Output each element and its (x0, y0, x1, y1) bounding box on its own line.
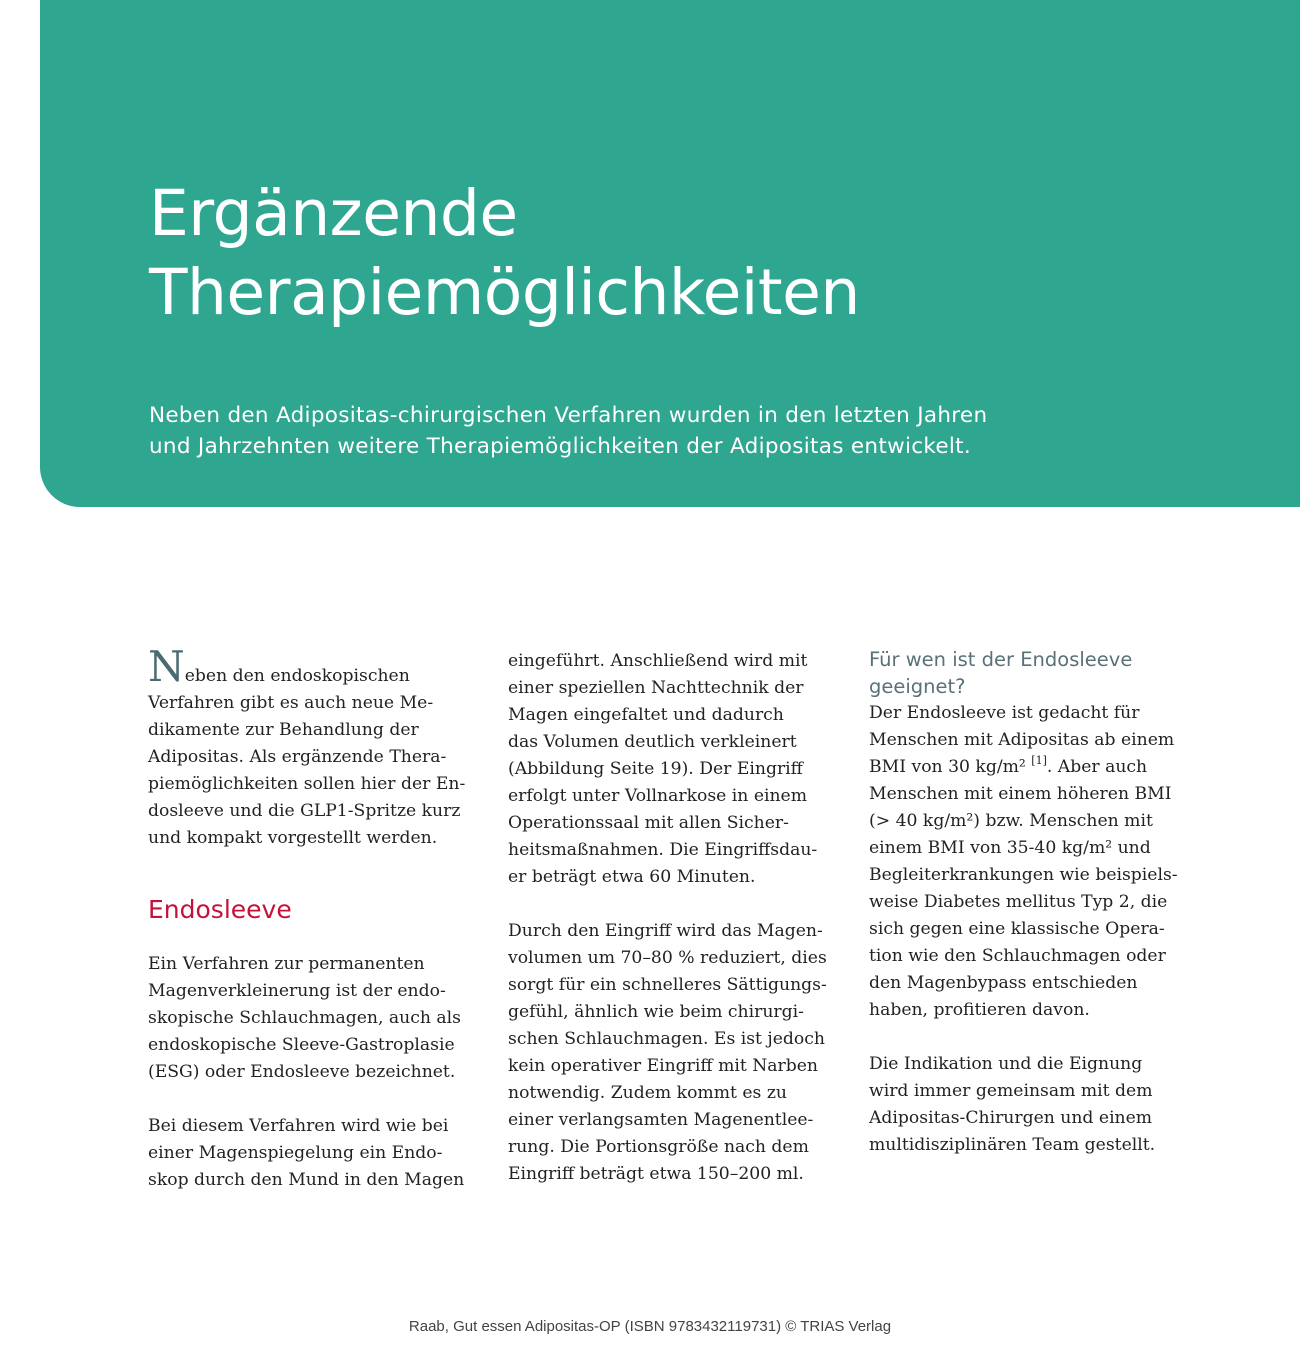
paragraph-line: einer verlangsamten Magenentlee- (508, 1110, 814, 1130)
paragraph-line: gefühl, ähnlich wie beim chirurgi- (508, 1002, 804, 1022)
paragraph (869, 1051, 1209, 1159)
intro-line: dosleeve und die GLP1-Spritze kurz (148, 801, 461, 821)
intro-line: dikamente zur Behandlung der (148, 720, 419, 740)
paragraph-line: erfolgt unter Vollnarkose in einem (508, 786, 808, 806)
paragraph-line: Der Endosleeve ist gedacht für (869, 703, 1140, 723)
intro-line: und kompakt vorgestellt werden. (148, 828, 438, 848)
paragraph-line: das Volumen deutlich verkleinert (508, 732, 797, 752)
paragraph-line: einer speziellen Nachttechnik der (508, 678, 804, 698)
subheading (869, 646, 1209, 700)
paragraph-line: Magenverkleinerung ist der endo- (148, 981, 446, 1001)
paragraph (508, 918, 848, 1188)
paragraph-line: Menschen mit Adipositas ab einem (869, 730, 1175, 750)
paragraph-line: Operationssaal mit allen Sicher- (508, 813, 789, 833)
paragraph (508, 648, 848, 891)
paragraph-line: sich gegen eine klassische Opera- (869, 919, 1165, 939)
paragraph-line: wird immer gemeinsam mit dem (869, 1081, 1153, 1101)
lead-line: Neben den Adipositas-chirurgischen Verfahren wurden in den letzten Jahren (149, 403, 988, 428)
column-2 (508, 648, 848, 1188)
paragraph-line: einer Magenspiegelung ein Endo- (148, 1143, 443, 1163)
paragraph-line: Durch den Eingriff wird das Magen- (508, 921, 823, 941)
paragraph (869, 700, 1209, 1024)
subheading-line: geeignet? (869, 675, 966, 698)
paragraph-line: (Abbildung Seite 19). Der Eingriff (508, 759, 803, 779)
intro-paragraph (148, 638, 488, 852)
paragraph-line: Eingriff beträgt etwa 150–200 ml. (508, 1164, 804, 1184)
footer-copyright: Raab, Gut essen Adipositas-OP (ISBN 9783432119731) © TRIAS Verlag (408, 1318, 892, 1335)
paragraph-line: eingeführt. Anschließend wird mit (508, 651, 808, 671)
intro-line: Verfahren gibt es auch neue Me- (148, 693, 434, 713)
paragraph-line: tion wie den Schlauchmagen oder (869, 946, 1166, 966)
paragraph-line: weise Diabetes mellitus Typ 2, die (869, 892, 1168, 912)
paragraph-line: Adipositas-Chirurgen und einem (869, 1108, 1153, 1128)
paragraph-line: den Magenbypass entschieden (869, 973, 1138, 993)
paragraph-line: Menschen mit einem höheren BMI (869, 784, 1172, 804)
paragraph-line: notwendig. Zudem kommt es zu (508, 1083, 787, 1103)
paragraph-line: schen Schlauchmagen. Es ist jedoch (508, 1029, 825, 1049)
paragraph-line: kein operativer Eingriff mit Narben (508, 1056, 818, 1076)
paragraph-line: volumen um 70–80 % reduziert, dies (508, 948, 827, 968)
paragraph-line: einem BMI von 35-40 kg/m² und (869, 838, 1151, 858)
section-heading-endosleeve: Endosleeve (148, 895, 292, 924)
lead-line: und Jahrzehnten weitere Therapiemöglichkeiten der Adipositas entwickelt. (149, 434, 971, 459)
paragraph-line: haben, profitieren davon. (869, 1000, 1090, 1020)
paragraph (148, 951, 488, 1086)
intro-line: eben den endoskopischen (184, 666, 410, 686)
page-title-line: Therapiemöglichkeiten (149, 256, 860, 329)
subheading-line: Für wen ist der Endosleeve (869, 648, 1133, 671)
paragraph (148, 1113, 488, 1194)
column-1 (148, 638, 488, 1194)
paragraph-line: endoskopische Sleeve-Gastroplasie (148, 1035, 455, 1055)
paragraph-line: skopische Schlauchmagen, auch als (148, 1008, 461, 1028)
paragraph-line: Die Indikation und die Eignung (869, 1054, 1143, 1074)
reference-marker: [1] (1031, 754, 1047, 768)
page-title (149, 174, 860, 332)
paragraph-line: heitsmaßnahmen. Die Eingriffsdau- (508, 840, 818, 860)
column-3 (869, 646, 1209, 1159)
paragraph-line: (> 40 kg/m²) bzw. Menschen mit (869, 811, 1153, 831)
paragraph-line: (ESG) oder Endosleeve bezeichnet. (148, 1062, 456, 1082)
paragraph-line: Begleiterkrankungen wie beispiels- (869, 865, 1178, 885)
lead-paragraph (149, 400, 1049, 462)
paragraph-line: multidisziplinären Team gestellt. (869, 1135, 1156, 1155)
intro-line: piemöglichkeiten sollen hier der En- (148, 774, 466, 794)
paragraph-line: skop durch den Mund in den Magen (148, 1170, 465, 1190)
paragraph-line: Magen eingefaltet und dadurch (508, 705, 784, 725)
paragraph-line: Bei diesem Verfahren wird wie bei (148, 1116, 449, 1136)
intro-line: Adipositas. Als ergänzende Thera- (148, 747, 447, 767)
drop-cap: N (148, 642, 185, 691)
paragraph-line: Ein Verfahren zur permanenten (148, 954, 425, 974)
page-title-line: Ergänzende (149, 177, 518, 250)
paragraph-line: er beträgt etwa 60 Minuten. (508, 867, 756, 887)
paragraph-line: sorgt für ein schnelleres Sättigungs- (508, 975, 827, 995)
paragraph-line: rung. Die Portionsgröße nach dem (508, 1137, 809, 1157)
paragraph-line: BMI von 30 kg/m² [1]. Aber auch (869, 754, 1148, 777)
